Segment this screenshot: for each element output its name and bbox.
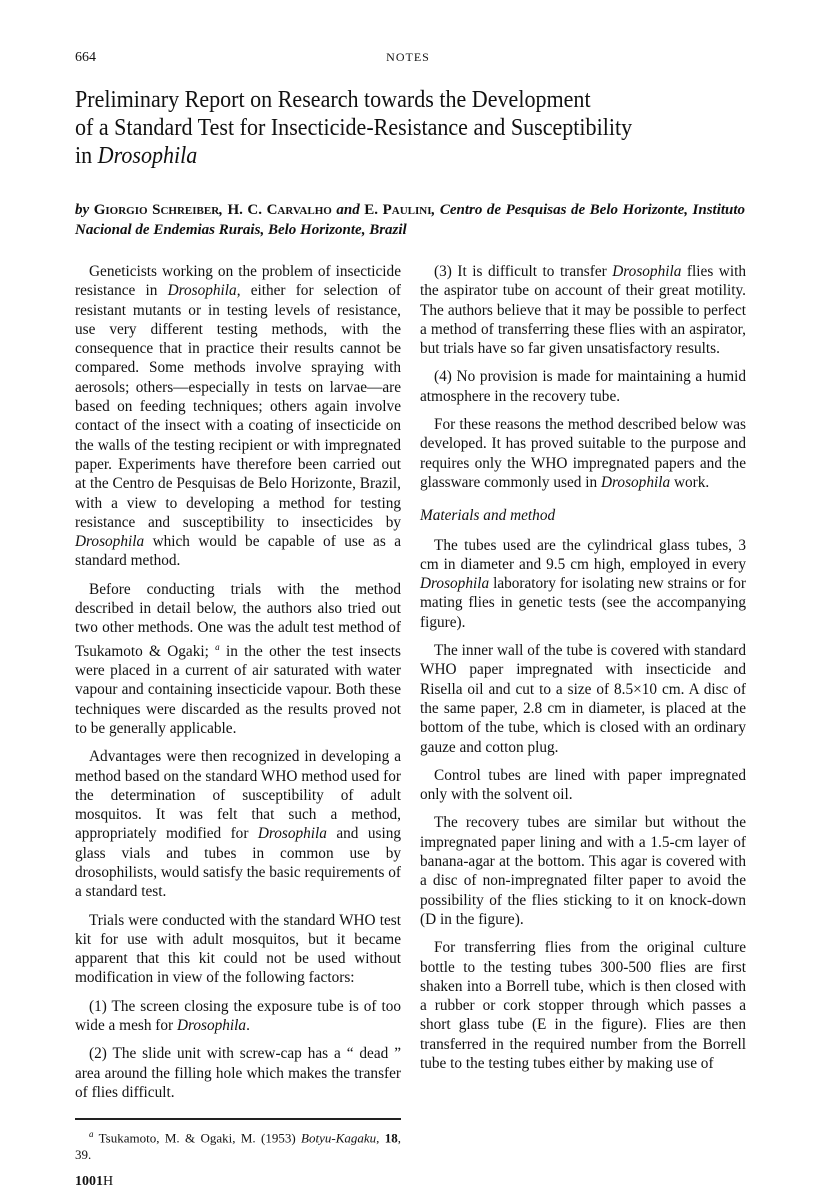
title-line: of a Standard Test for Insecticide-Resistance and Susceptibility (75, 114, 633, 141)
article-title (75, 86, 705, 170)
signature-letter: H (103, 1173, 114, 1189)
right-column (420, 262, 746, 1082)
signature-mark (75, 1172, 401, 1191)
text-run: Control tubes are lined with paper impregnated only with the solvent oil. (420, 766, 746, 804)
text-run: Drosophila (420, 575, 490, 593)
text-run: Advantages were then recognized in developing a method based on the standard WHO method used for the determination of susceptibility of adult mosquitos. It was felt that such a method, appropriately modified for (75, 748, 401, 843)
text-run: For transferring flies from the original culture bottle to the testing tubes 300-500 flies are first shaken into a Borrell tube, which is then closed with a rubber or cork stopper through which passes a short glass tube (E in the figure). Flies are then transferred in the required number from the Borrell tube to the testing tubes either by making use of (420, 939, 746, 1072)
text-run: flies with the aspirator tube on account of their great motility. The authors believe that it may be possible to perfect a method of transferring these flies with an aspirator, but trials have so far given unsatisfactory results. (420, 263, 747, 358)
paragraph (420, 813, 746, 929)
byline: by Giorgio Schreiber, H. C. Carvalho and E. Paulini, Centro de Pesquisas de Belo Horizonte, Instituto Nacional de Endemias Rurais, Belo Horizonte, Brazil (75, 202, 746, 238)
text-run: For these reasons the method described below was developed. It has proved suitable to the purpose and requires only the WHO impregnated papers and the glassware commonly used in (420, 416, 746, 491)
text-run: Drosophila (600, 473, 671, 491)
affiliation: Centro de Pesquisas de Belo Horizonte, Instituto Nacional de Endemias Rurais, Belo Horizonte, Brazil (75, 202, 746, 238)
text-run: (3) It is difficult to transfer (434, 263, 613, 280)
paragraph (420, 536, 746, 632)
byline-and: and (336, 202, 360, 218)
paragraph (75, 1044, 401, 1102)
author: H. C. Carvalho (227, 202, 332, 218)
text-run: Drosophila (257, 825, 327, 843)
text-run: Botyu-Kagaku (301, 1130, 377, 1146)
paragraph (420, 367, 746, 406)
title-line (75, 142, 705, 170)
text-run: Geneticists working on the problem of insecticide resistance in (75, 263, 401, 300)
text-run: The tubes used are the cylindrical glass tubes, 3 cm in diameter and 9.5 cm high, employed in every (420, 536, 746, 573)
text-run: Drosophila (612, 263, 682, 280)
text-run: Drosophila (167, 282, 237, 300)
left-paragraphs (75, 262, 401, 1102)
paragraph (75, 580, 401, 738)
right-paragraphs (420, 262, 746, 492)
paragraph (420, 766, 746, 805)
text-run: in the other the test insects were placed in a current of air saturated with water vapour and containing insecticide vapour. Both these techniques were discarded as the results proved not to be generally applicable. (75, 642, 401, 737)
author: Giorgio Schreiber (93, 202, 220, 218)
title-text: in (75, 142, 98, 169)
paragraph (75, 911, 401, 988)
running-head: NOTES (386, 50, 430, 64)
text-run: The inner wall of the tube is covered with standard WHO paper impregnated with insecticide and Risella oil and cut to a size of 8.5×10 cm. A disc of the same paper, 2.8 cm in diameter, is placed at the bottom of the tube, which is closed with an ordinary gauze and cotton plug. (420, 642, 746, 756)
title-italic: Drosophila (97, 142, 198, 169)
text-run: laboratory for isolating new strains or for mating flies in genetic tests (see the accompanying figure). (420, 575, 746, 631)
text-run: (4) No provision is made for maintaining a humid atmosphere in the recovery tube. (420, 368, 746, 405)
paragraph (420, 262, 746, 358)
title-line: Preliminary Report on Research towards the Development (75, 86, 591, 113)
paragraph (420, 641, 746, 757)
text-run: , (376, 1130, 385, 1146)
text-run: work. (670, 473, 710, 491)
text-run: The recovery tubes are similar but without the impregnated paper lining and with a 1.5-cm layer of banana-agar at the bottom. This agar is covered with a disc of non-impregnated filter paper to avoid the possibility of the flies sticking to it on knock-down (D in the figure). (420, 814, 746, 928)
paragraph (420, 415, 746, 492)
text-run: Before conducting trials with the method described in detail below, the authors also tried out two other methods. One was the adult test method of Tsukamoto & Ogaki; (75, 580, 401, 660)
text-run: , 39. (75, 1130, 402, 1162)
text-run: Tsukamoto, M. & Ogaki, M. (1953) (93, 1130, 302, 1146)
paragraph (75, 747, 401, 901)
text-run: , either for selection of resistant mutants or in testing levels of resistance, use very different testing methods, with the consequence that in practice their results cannot be compared. Some methods involve spraying with aerosols; others—especially in tests on larvae—are based on feeding techniques; others again involve contact of the insect with a coating of insecticide on the walls of the testing recipient or with impregnated paper. Experiments have therefore been carried out at the Centro de Pesquisas de Belo Horizonte, Brazil, with a view to developing a method for testing resistance and susceptibility to insecticides by (75, 282, 401, 531)
section-heading: Materials and method (420, 507, 556, 525)
page-number: 664 (75, 50, 96, 65)
paragraph (75, 997, 401, 1036)
footnote-rule (75, 1118, 401, 1120)
text-run: 18 (384, 1130, 398, 1146)
text-run: Trials were conducted with the standard WHO test kit for use with adult mosquitos, but it became apparent that this kit could not be used without modification in view of the following factors: (75, 911, 401, 987)
left-column (75, 262, 401, 1191)
footnote-marker: a (89, 1129, 94, 1140)
paragraph (420, 938, 746, 1073)
text-run: (1) The screen closing the exposure tube is of too wide a mesh for (75, 997, 401, 1035)
footnote-marker: a (215, 641, 220, 652)
text-run: . (246, 1017, 250, 1035)
footnote (75, 1126, 401, 1162)
paragraph (75, 262, 401, 571)
text-run: and using glass vials and tubes in common use by drosophilists, would satisfy the basic requirements of a standard test. (75, 825, 401, 901)
author: E. Paulini (364, 202, 432, 218)
byline-by: by (75, 202, 90, 218)
signature-number: 1001 (75, 1173, 103, 1189)
text-run: Drosophila (176, 1017, 247, 1035)
text-run: Drosophila (75, 533, 145, 551)
text-run: which would be capable of use as a standard method. (75, 533, 401, 570)
right-paragraphs-2 (420, 536, 746, 1074)
text-run: (2) The slide unit with screw-cap has a “ dead ” area around the filling hole which makes the transfer of flies difficult. (75, 1045, 401, 1101)
